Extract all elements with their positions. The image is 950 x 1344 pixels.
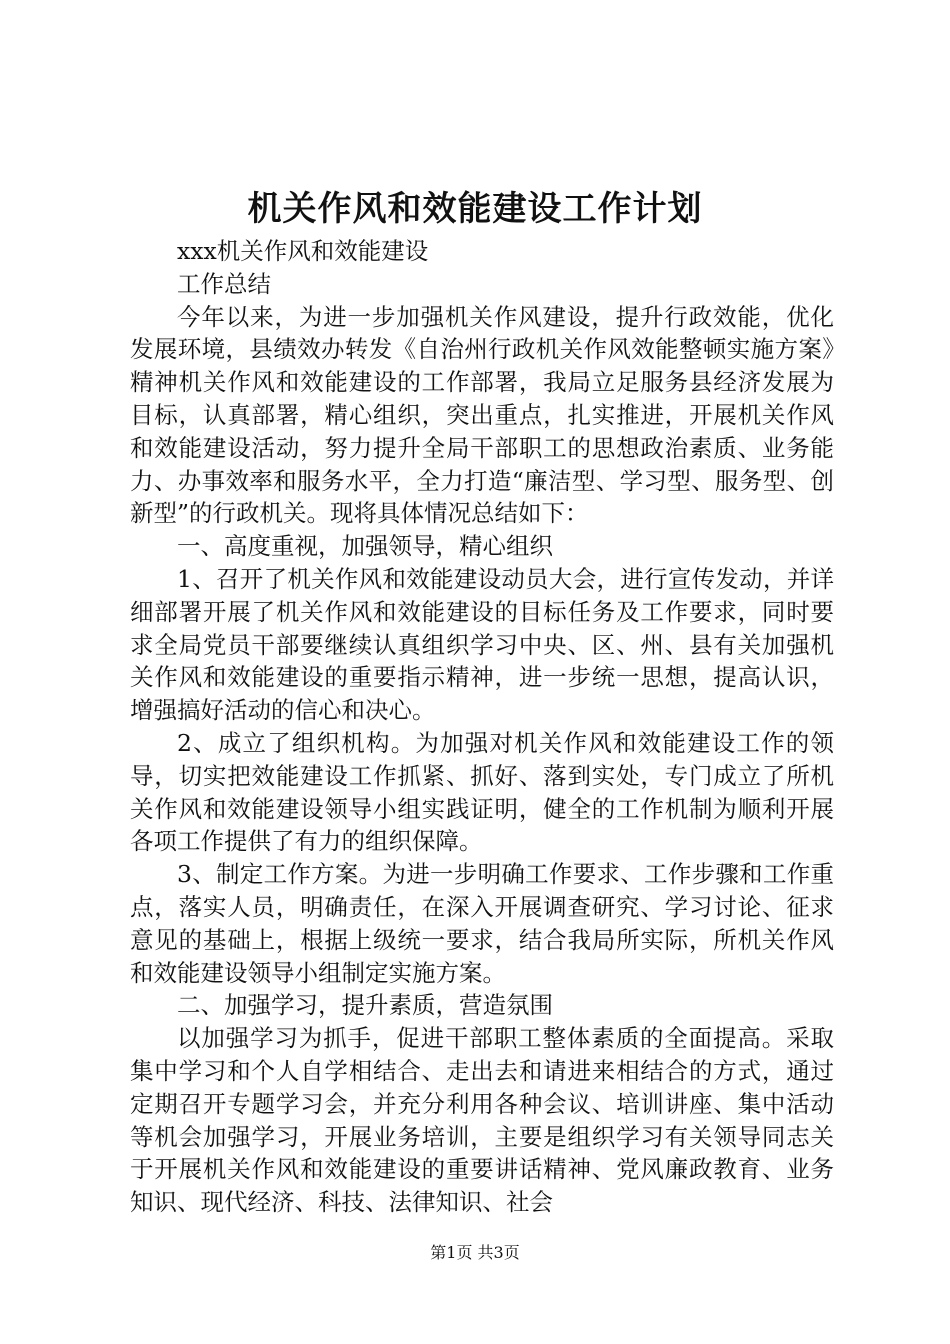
paragraph: 2、成立了组织机构。为加强对机关作风和效能建设工作的领导，切实把效能建设工作抓紧、抓好、落到实处，专门成立了所机关作风和效能建设领导小组实践证明，健全的工作机制为顺利开展各项工作提供了有力的组织保障。	[130, 728, 834, 856]
paragraph: xxx机关作风和效能建设	[177, 237, 429, 265]
paragraph: 1、召开了机关作风和效能建设动员大会，进行宣传发动，并详细部署开展了机关作风和效能建设的目标任务及工作要求，同时要求全局党员干部要继续认真组织学习中央、区、州、县有关加强机关作风和效能建设的重要指示精神，进一步统一思想，提高认识，增强搞好活动的信心和决心。	[130, 564, 834, 725]
paragraph: 今年以来，为进一步加强机关作风建设，提升行政效能，优化发展环境，县绩效办转发《自治州行政机关作风效能整顿实施方案》精神机关作风和效能建设的工作部署，我局立足服务县经济发展为目标，认真部署，精心组织，突出重点，扎实推进，开展机关作风和效能建设活动，努力提升全局干部职工的思想政治素质、业务能力、办事效率和服务水平，全力打造“廉洁型、学习型、服务型、创新型”的行政机关。现将具体情况总结如下：	[130, 302, 834, 528]
section-heading: 一、高度重视，加强领导，精心组织	[177, 532, 553, 561]
document-body	[130, 235, 834, 1219]
section-heading: 二、加强学习，提升素质，营造氛围	[177, 991, 553, 1020]
paragraph: 工作总结	[177, 269, 271, 298]
document-title: 机关作风和效能建设工作计划	[247, 189, 703, 229]
paragraph: 3、制定工作方案。为进一步明确工作要求、工作步骤和工作重点，落实人员，明确责任，在深入开展调查研究、学习讨论、征求意见的基础上，根据上级统一要求，结合我局所实际，所机关作风和效能建设领导小组制定实施方案。	[130, 860, 834, 987]
paragraph: 以加强学习为抓手，促进干部职工整体素质的全面提高。采取集中学习和个人自学相结合、走出去和请进来相结合的方式，通过定期召开专题学习会，并充分利用各种会议、培训讲座、集中活动等机会加强学习，开展业务培训，主要是组织学习有关领导同志关于开展机关作风和效能建设的重要讲话精神、党风廉政教育、业务知识、现代经济、科技、法律知识、社会	[130, 1024, 834, 1217]
page-footer: 第1页 共3页	[430, 1243, 520, 1262]
